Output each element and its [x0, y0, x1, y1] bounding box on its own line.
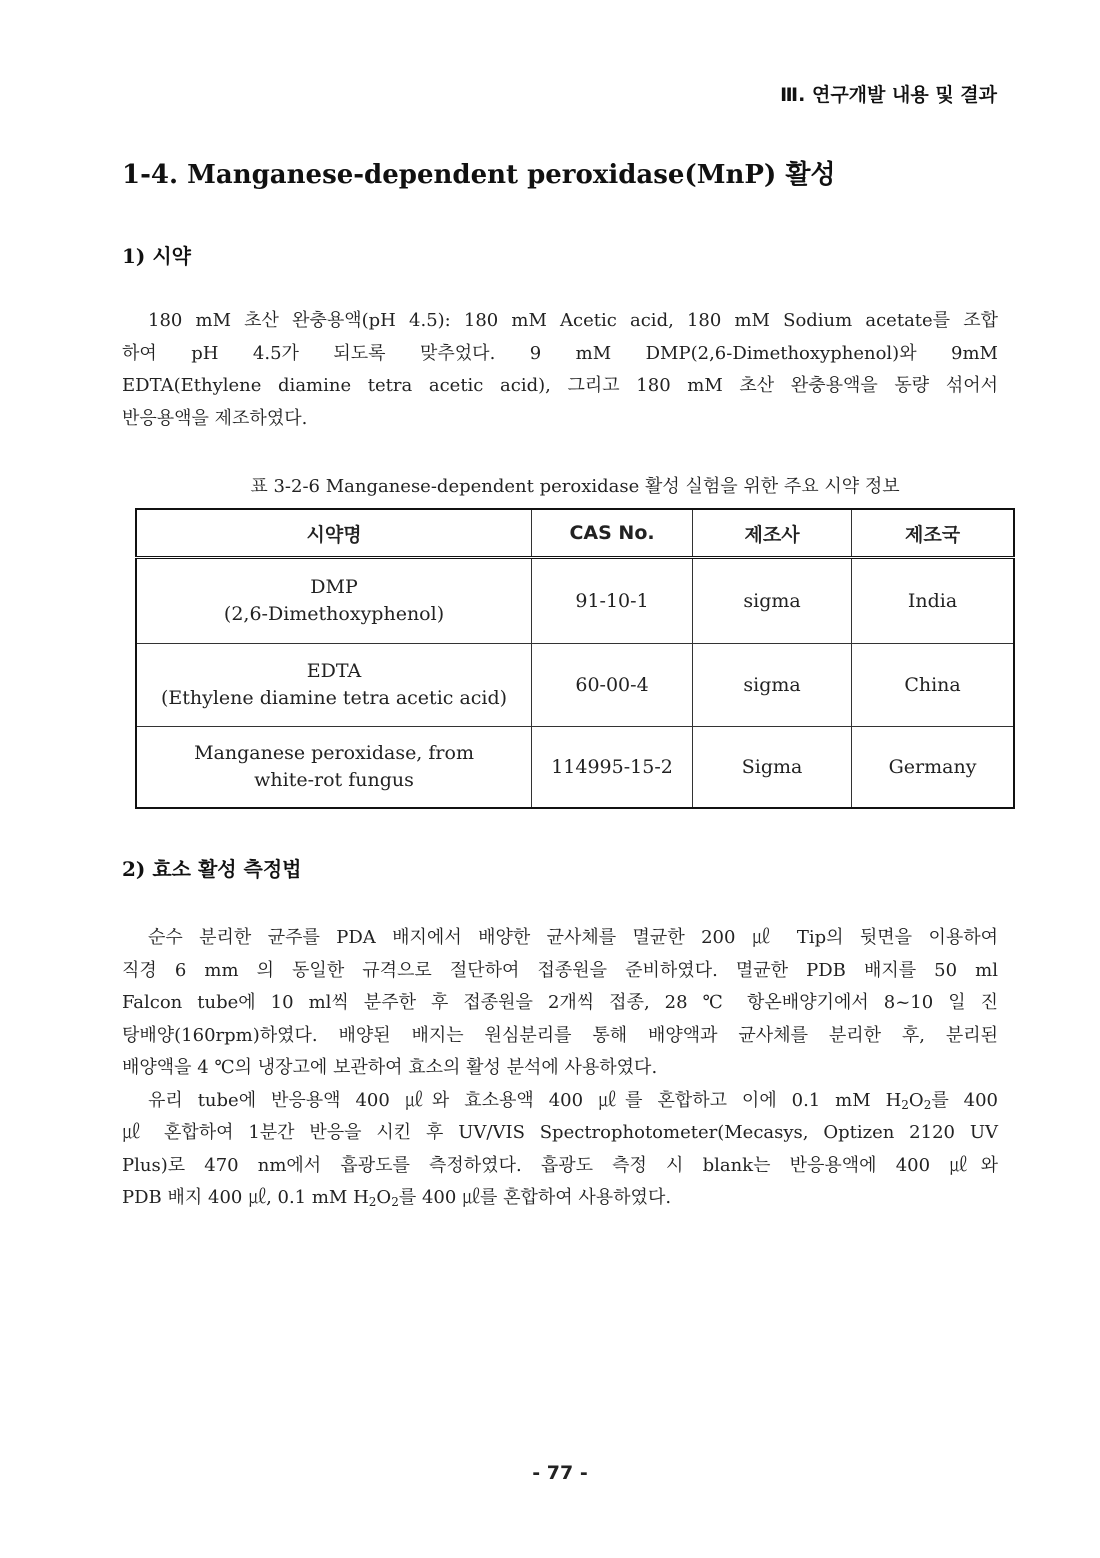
- paragraph-line: 하여 pH 4.5가 되도록 맞추었다. 9 mM DMP(2,6-Dimethoxyphenol)와 9mM: [122, 342, 998, 364]
- maker-cell: sigma: [693, 644, 852, 727]
- cas-cell: 114995-15-2: [532, 727, 693, 809]
- column-header-name: 시약명: [136, 509, 532, 558]
- paragraph-line: Plus)로 470 nm에서 흡광도를 측정하였다. 흡광도 측정 시 blank는 반응용액에 400 ㎕와: [122, 1154, 998, 1176]
- country-cell: Germany: [852, 727, 1014, 809]
- paragraph-line: PDB 배지 400 ㎕, 0.1 mM $H_2O_2$를 400 ㎕를 혼합하여 사용하였다.: [122, 1187, 672, 1209]
- reagents-table: [135, 508, 1015, 809]
- paragraph-line: EDTA(Ethylene diamine tetra acetic acid), 그리고 180 mM 초산 완충용액을 동량 섞어서: [122, 375, 998, 396]
- table-header-row: [136, 509, 1014, 558]
- paragraph-line: Falcon tube에 10 ml씩 분주한 후 접종원을 2개씩 접종, 28 ℃ 항온배양기에서 8~10 일 진: [122, 992, 998, 1013]
- table-row: [136, 727, 1014, 809]
- paragraph-line: 탕배양(160rpm)하였다. 배양된 배지는 원심분리를 통해 배양액과 균사체를 분리한 후, 분리된: [122, 1024, 998, 1046]
- table-row: [136, 558, 1014, 644]
- chapter-header: Ⅲ. 연구개발 내용 및 결과: [780, 84, 997, 106]
- column-header-country: 제조국: [852, 509, 1014, 558]
- paragraph-line: 반응용액을 제조하였다.: [122, 407, 308, 429]
- reagents-paragraph: [122, 305, 998, 435]
- reagents-heading: 1) 시약: [122, 244, 191, 268]
- reagent-name-detail: (2,6-Dimethoxyphenol): [223, 603, 445, 625]
- maker-cell: sigma: [693, 558, 852, 644]
- cas-cell: 91-10-1: [532, 558, 693, 644]
- country-cell: China: [852, 644, 1014, 727]
- paragraph-line: 180 mM 초산 완충용액(pH 4.5): 180 mM Acetic acid, 180 mM Sodium acetate를 조합: [148, 310, 998, 331]
- paragraph-line: 직경 6 mm 의 동일한 규격으로 절단하여 접종원을 준비하였다. 멸균한 PDB 배지를 50 ml: [122, 959, 998, 981]
- reagent-name: DMP: [310, 576, 358, 598]
- reagent-name-detail: (Ethylene diamine tetra acetic acid): [160, 687, 508, 709]
- assay-heading: 2) 효소 활성 측정법: [122, 857, 302, 881]
- reagent-name-cell: [136, 558, 532, 644]
- reagent-name: Manganese peroxidase, from: [194, 742, 474, 764]
- column-header-cas: CAS No.: [532, 509, 693, 558]
- section-title: 1-4. Manganese-dependent peroxidase(MnP) 활성: [122, 160, 836, 190]
- column-header-maker: 제조사: [693, 509, 852, 558]
- table-row: [136, 644, 1014, 727]
- paragraph-line: 유리 tube에 반응용액 400 ㎕와 효소용액 400 ㎕를 혼합하고 이에 0.1 mM $H_2O_2$를 400: [148, 1089, 998, 1112]
- reagent-name: EDTA: [306, 660, 362, 682]
- paragraph-line: ㎕ 혼합하여 1분간 반응을 시킨 후 UV/VIS Spectrophotometer(Mecasys, Optizen 2120 UV: [122, 1122, 998, 1143]
- table-caption: 표 3-2-6 Manganese-dependent peroxidase 활성 실험을 위한 주요 시약 정보: [250, 476, 900, 497]
- country-cell: India: [852, 558, 1014, 644]
- assay-paragraph: [122, 922, 998, 1215]
- cas-cell: 60-00-4: [532, 644, 693, 727]
- paragraph-line: 순수 분리한 균주를 PDA 배지에서 배양한 균사체를 멸균한 200 ㎕ Tip의 뒷면을 이용하여: [148, 927, 998, 948]
- reagent-name-cell: [136, 644, 532, 727]
- reagent-name-detail: white-rot fungus: [254, 769, 414, 791]
- paragraph-line: 배양액을 4 ℃의 냉장고에 보관하여 효소의 활성 분석에 사용하였다.: [122, 1057, 658, 1078]
- reagent-name-cell: [136, 727, 532, 809]
- page-number: - 77 -: [532, 1462, 588, 1484]
- maker-cell: Sigma: [693, 727, 852, 809]
